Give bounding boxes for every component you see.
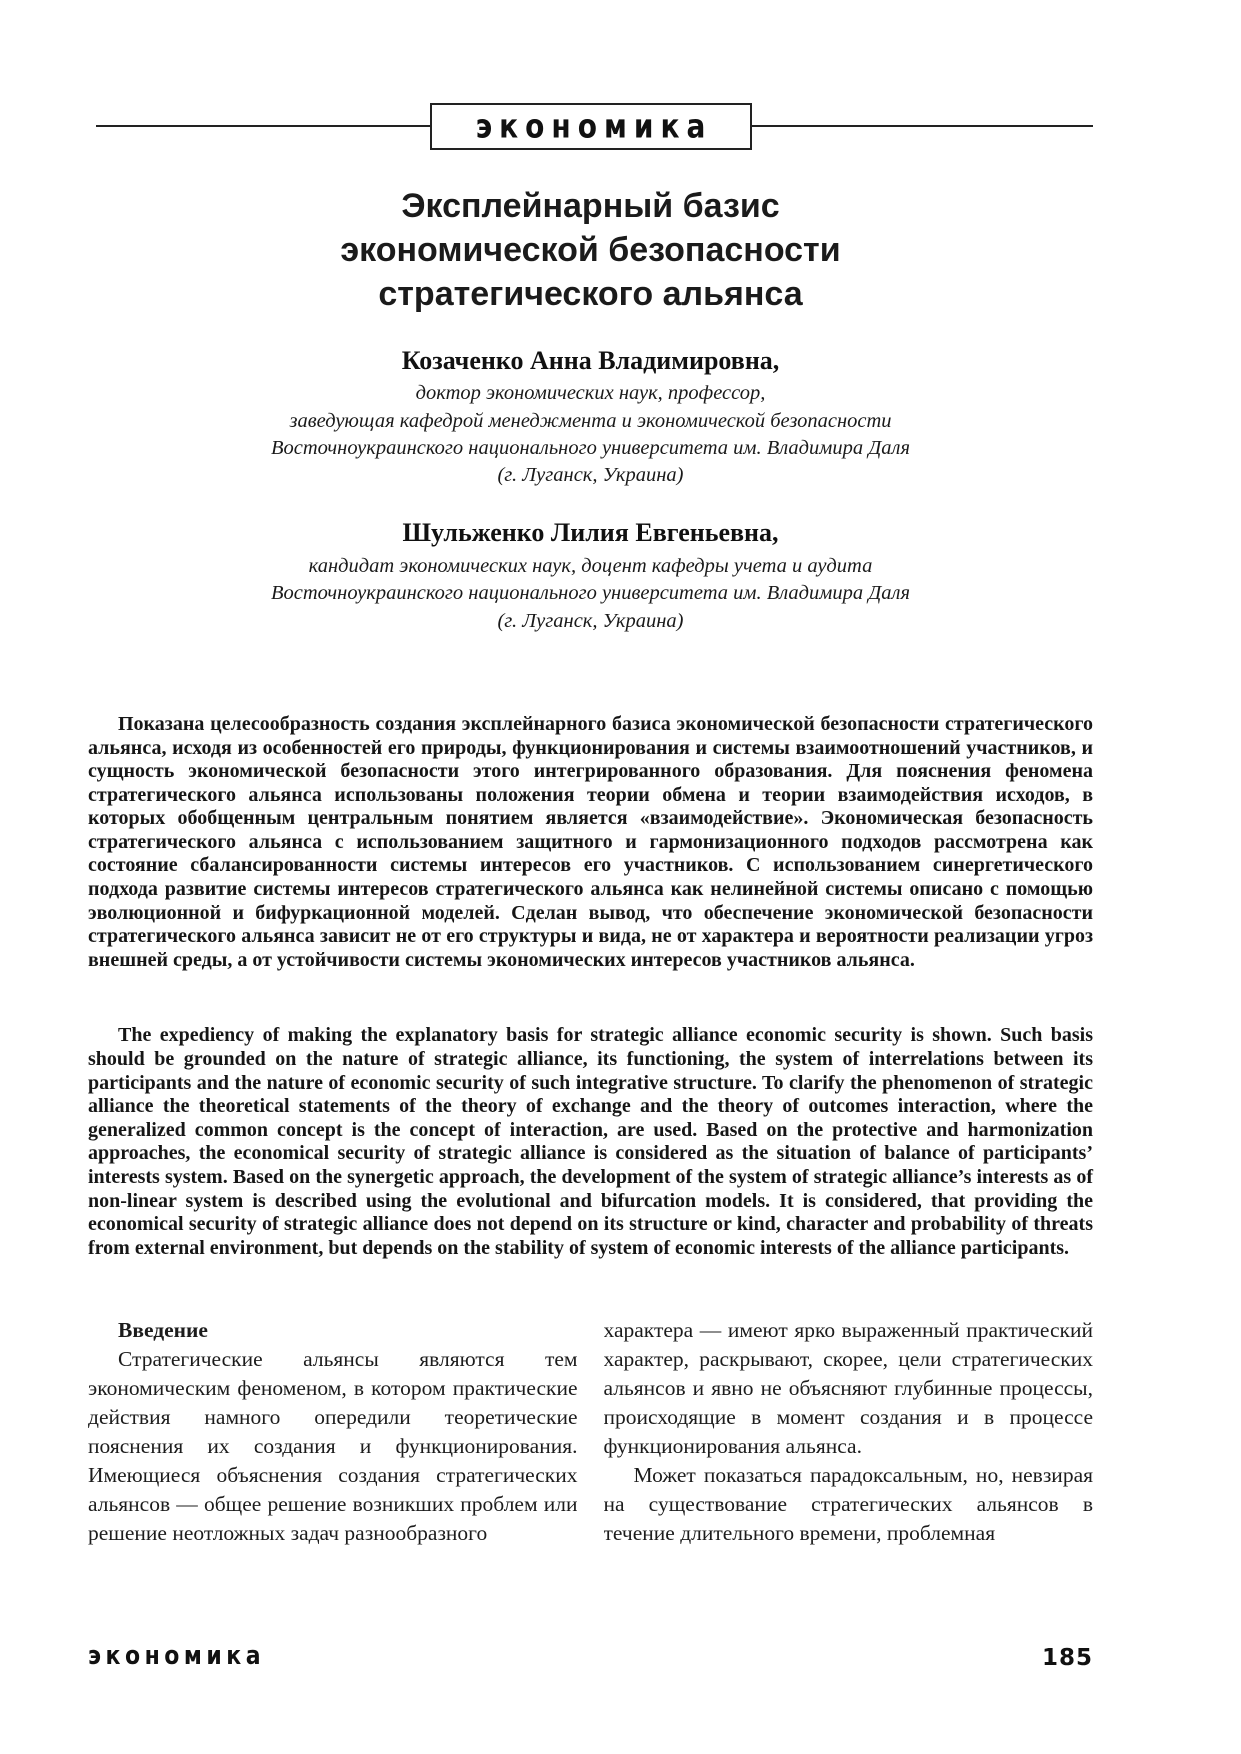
body-paragraph: Может показаться парадоксальным, но, невзирая на существование стратегических альянсов в течение длительного времени, проблемная — [603, 1463, 1093, 1546]
footer-section-label: экономика — [88, 1641, 266, 1672]
column-left — [88, 1316, 578, 1550]
author-block-2 — [88, 516, 1093, 635]
author-affiliation — [88, 380, 1093, 489]
body-paragraph: Стратегические альянсы являются тем экономическим феноменом, в котором практические действия намного опередили теоретические пояснения их создания и функционирования. Имеющиеся объяснения создания стратегических альянсов — общее решение возникших проблем или решение неотложных задач разнообразного — [88, 1347, 578, 1546]
column-left-text — [88, 1345, 578, 1548]
page-footer — [88, 1641, 1093, 1672]
article-title-line: Эксплейнарный базис — [401, 187, 780, 225]
intro-heading: Введение — [118, 1318, 208, 1343]
author-block-1 — [88, 344, 1093, 490]
article-title — [88, 184, 1093, 317]
section-label: экономика — [475, 106, 713, 146]
column-right — [604, 1316, 1094, 1550]
affiliation-line: заведующая кафедрой менеджмента и экономической безопасности — [289, 409, 892, 432]
body-paragraph: характера — имеют ярко выраженный практический характер, раскрывают, скорее, цели стратегических альянсов и явно не объясняют глубинные процессы, происходящие в момент создания и в процессе функционирования альянса. — [603, 1318, 1093, 1459]
affiliation-line: кандидат экономических наук, доцент кафедры учета и аудита — [308, 555, 873, 578]
abstract-russian: Показана целесообразность создания эксплейнарного базиса экономической безопасности стратегического альянса, исходя из особенностей его природы, функционирования и системы взаимоотношений участников, и сущность экономической безопасности этого интегрированного образования. Для пояснения феномена стратегического альянса использованы положения теории обмена и теории взаимодействия исходов, в которых обобщенным центральным понятием является «взаимодействие». Экономическая безопасность стратегического альянса с использованием защитного и гармонизационного подходов рассмотрена как состояние сбалансированности системы интересов его участников. С использованием синергетического подхода развитие системы интересов стратегического альянса как нелинейной системы описано с помощью эволюционной и бифуркационной моделей. Сделан вывод, что обеспечение экономической безопасности стратегического альянса зависит не от его структуры и вида, не от характера и вероятности реализации угроз внешней среды, а от устойчивости системы экономических интересов участников альянса. — [88, 712, 1093, 971]
author-name: Шульженко Лилия Евгеньевна, — [402, 518, 779, 548]
affiliation-line: доктор экономических наук, профессор, — [415, 382, 766, 405]
abstract-english: The expediency of making the explanatory basis for strategic alliance economic security is shown. Such basis should be grounded on the nature of strategic alliance, its functioning, the system of interrelations between its participants and the nature of economic security of such integrative structure. To clarify the phenomenon of strategic alliance the theoretical statements of the theory of exchange and the theory of outcomes interaction, where the generalized common concept is the concept of interaction, are used. Based on the protective and harmonization approaches, the economical security of strategic alliance is considered as the situation of balance of participants’ interests system. Based on the synergetic approach, the development of the system of strategic alliance’s interests as of non-linear system is described using the evolutional and bifurcation models. It is considered, that providing the economical security of strategic alliance does not depend on its structure or kind, character and probability of threats from external environment, but depends on the stability of system of economic interests of the alliance participants. — [88, 1024, 1093, 1259]
article-title-line: стратегического альянса — [378, 275, 803, 314]
section-label-box — [430, 103, 752, 150]
affiliation-line: (г. Луганск, Украина) — [497, 464, 684, 487]
affiliation-line: Восточноукраинского национального университета им. Владимира Даля — [270, 582, 911, 605]
page-number: 185 — [1041, 1645, 1093, 1671]
section-header — [88, 103, 1093, 150]
article-body — [88, 1316, 1093, 1550]
article-title-line: экономической безопасности — [340, 231, 841, 270]
affiliation-line: (г. Луганск, Украина) — [497, 609, 684, 632]
author-name: Козаченко Анна Владимировна, — [401, 345, 780, 375]
affiliation-line: Восточноукраинского национального университета им. Владимира Даля — [270, 436, 911, 459]
author-affiliation — [88, 553, 1093, 635]
